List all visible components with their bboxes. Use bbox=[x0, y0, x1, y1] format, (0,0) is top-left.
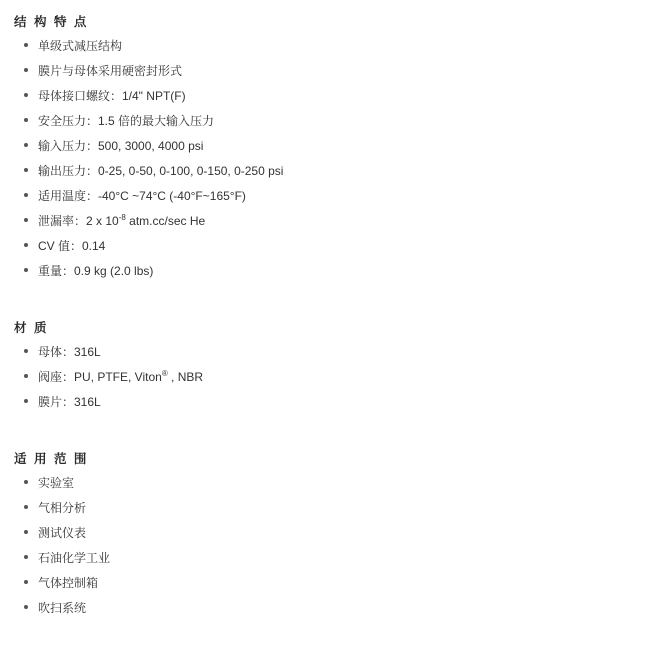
bullet-icon bbox=[24, 580, 28, 584]
bullet-icon bbox=[24, 193, 28, 197]
bullet-icon bbox=[24, 68, 28, 72]
section-list bbox=[0, 471, 667, 621]
list-item bbox=[0, 571, 667, 596]
list-item bbox=[0, 390, 667, 415]
list-item-text: 母体：316L bbox=[38, 345, 101, 359]
list-item bbox=[0, 365, 667, 390]
bullet-icon bbox=[24, 349, 28, 353]
bullet-icon bbox=[24, 374, 28, 378]
list-item bbox=[0, 234, 667, 259]
list-item bbox=[0, 340, 667, 365]
bullet-icon bbox=[24, 243, 28, 247]
list-item-text: 石油化学工业 bbox=[38, 551, 111, 565]
bullet-icon bbox=[24, 480, 28, 484]
list-item-text: 适用温度：-40°C ~74°C (-40°F~165°F) bbox=[38, 189, 246, 203]
list-item-text: 单级式减压结构 bbox=[38, 39, 123, 53]
list-item-text: 母体接口螺纹：1/4" NPT(F) bbox=[38, 89, 186, 103]
list-item-text: , NBR bbox=[167, 370, 204, 384]
list-item bbox=[0, 184, 667, 209]
list-item-text: 输入压力：500, 3000, 4000 psi bbox=[38, 139, 204, 153]
list-item bbox=[0, 471, 667, 496]
list-item-text: 吹扫系统 bbox=[38, 601, 87, 615]
section-spacer bbox=[0, 284, 667, 314]
bullet-icon bbox=[24, 218, 28, 222]
list-item bbox=[0, 521, 667, 546]
bullet-icon bbox=[24, 118, 28, 122]
bullet-icon bbox=[24, 399, 28, 403]
list-item-text: 重量：0.9 kg (2.0 lbs) bbox=[38, 264, 154, 278]
sections-container bbox=[0, 10, 667, 621]
list-item bbox=[0, 496, 667, 521]
list-item-superscript: -8 bbox=[118, 213, 126, 222]
list-item bbox=[0, 59, 667, 84]
list-item bbox=[0, 84, 667, 109]
bullet-icon bbox=[24, 530, 28, 534]
bullet-icon bbox=[24, 555, 28, 559]
section-spacer bbox=[0, 415, 667, 445]
section-list bbox=[0, 34, 667, 284]
list-item-text: CV 值：0.14 bbox=[38, 239, 106, 253]
list-item-text: 膜片：316L bbox=[38, 395, 101, 409]
list-item bbox=[0, 109, 667, 134]
list-item bbox=[0, 134, 667, 159]
list-item-text: 气相分析 bbox=[38, 501, 87, 515]
bullet-icon bbox=[24, 93, 28, 97]
bullet-icon bbox=[24, 505, 28, 509]
bullet-icon bbox=[24, 168, 28, 172]
list-item-superscript: ® bbox=[161, 369, 168, 378]
list-item bbox=[0, 596, 667, 621]
list-item-text: 气体控制箱 bbox=[38, 576, 99, 590]
list-item bbox=[0, 34, 667, 59]
list-item-text: atm.cc/sec He bbox=[125, 214, 206, 228]
section-title: 结 构 特 点 bbox=[14, 15, 89, 29]
list-item-text: 泄漏率：2 x 10 bbox=[38, 214, 119, 228]
bullet-icon bbox=[24, 605, 28, 609]
list-item-text: 安全压力：1.5 倍的最大输入压力 bbox=[38, 114, 215, 128]
list-item-text: 测试仪表 bbox=[38, 526, 87, 540]
list-item-text: 输出压力：0-25, 0-50, 0-100, 0-150, 0-250 psi bbox=[38, 164, 284, 178]
bullet-icon bbox=[24, 43, 28, 47]
bullet-icon bbox=[24, 143, 28, 147]
list-item-text: 阀座：PU, PTFE, Viton bbox=[38, 370, 162, 384]
list-item-text: 膜片与母体采用硬密封形式 bbox=[38, 64, 183, 78]
list-item bbox=[0, 209, 667, 234]
list-item bbox=[0, 159, 667, 184]
bullet-icon bbox=[24, 268, 28, 272]
list-item-text: 实验室 bbox=[38, 476, 75, 490]
list-item bbox=[0, 259, 667, 284]
section-list bbox=[0, 340, 667, 415]
section-title: 适 用 范 围 bbox=[14, 452, 89, 466]
list-item bbox=[0, 546, 667, 571]
section-title: 材 质 bbox=[14, 321, 49, 335]
